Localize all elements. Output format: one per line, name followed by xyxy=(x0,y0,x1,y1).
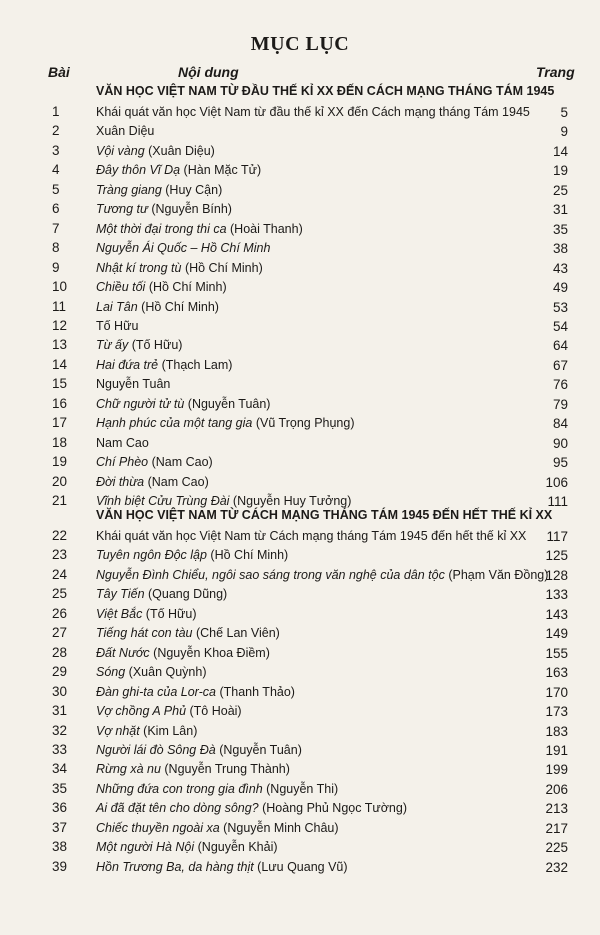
author-name: (Phạm Văn Đồng) xyxy=(444,567,549,582)
author-name: (Nam Cao) xyxy=(148,455,213,470)
work-title: Nguyễn Ái Quốc – Hồ Chí Minh xyxy=(96,241,271,256)
toc-row[interactable] xyxy=(0,201,600,220)
work-title: Chữ người tử tù xyxy=(96,396,185,411)
lesson-number: 12 xyxy=(52,317,68,333)
work-title: Người lái đò Sông Đà xyxy=(96,742,216,757)
toc-row[interactable] xyxy=(0,454,600,473)
page-number: 217 xyxy=(545,820,568,836)
toc-row[interactable] xyxy=(0,318,600,337)
author-name: Xuân Diệu xyxy=(96,124,155,139)
page-number: 149 xyxy=(545,626,568,642)
work-title: Lai Tân xyxy=(96,299,138,314)
toc-row[interactable] xyxy=(0,299,600,318)
lesson-number: 32 xyxy=(52,722,68,738)
toc-row[interactable] xyxy=(0,435,600,454)
lesson-title xyxy=(96,475,209,489)
author-name: (Hồ Chí Minh) xyxy=(137,299,219,314)
toc-row[interactable] xyxy=(0,376,600,395)
lesson-title xyxy=(96,860,348,874)
work-title: Tương tư xyxy=(96,202,148,217)
lesson-title xyxy=(96,529,526,543)
toc-row[interactable] xyxy=(0,396,600,415)
page-number: 53 xyxy=(552,299,568,315)
work-title: Tràng giang xyxy=(96,182,162,197)
page-number: 49 xyxy=(552,280,568,296)
lesson-number: 20 xyxy=(52,473,68,489)
work-title: Việt Bắc xyxy=(96,606,143,621)
lesson-number: 4 xyxy=(52,162,60,178)
toc-row[interactable] xyxy=(0,357,600,376)
work-title: Những đứa con trong gia đình xyxy=(96,781,263,796)
toc-row[interactable] xyxy=(0,684,600,703)
page-number: 213 xyxy=(545,801,568,817)
lesson-title xyxy=(96,801,407,815)
page-number: 76 xyxy=(552,377,568,393)
author-name: (Huy Cận) xyxy=(161,182,223,197)
lesson-title xyxy=(96,548,288,562)
toc-row[interactable] xyxy=(0,528,600,547)
toc-row[interactable] xyxy=(0,742,600,761)
page-number: 25 xyxy=(552,182,568,198)
author-name: (Hoài Thanh) xyxy=(226,221,303,236)
page-number: 38 xyxy=(552,241,568,257)
page-number: 143 xyxy=(545,606,568,622)
toc-row[interactable] xyxy=(0,182,600,201)
author-name: (Hoàng Phủ Ngọc Tường) xyxy=(258,801,407,816)
author-name: (Tố Hữu) xyxy=(128,338,183,353)
lesson-number: 35 xyxy=(52,780,68,796)
page-number: 31 xyxy=(552,202,568,218)
lesson-number: 5 xyxy=(52,181,60,197)
author-name: (Thạch Lam) xyxy=(158,357,233,372)
lesson-number: 16 xyxy=(52,395,68,411)
lesson-title xyxy=(96,704,242,718)
work-title: Nhật kí trong tù xyxy=(96,260,182,275)
lesson-title xyxy=(96,241,270,255)
toc-row[interactable] xyxy=(0,337,600,356)
toc-row[interactable] xyxy=(0,415,600,434)
lesson-number: 11 xyxy=(52,298,67,314)
lesson-number: 15 xyxy=(52,376,68,392)
lesson-number: 38 xyxy=(52,839,68,855)
toc-row[interactable] xyxy=(0,723,600,742)
page-number: 183 xyxy=(545,723,568,739)
work-title: Rừng xà nu xyxy=(96,762,161,777)
toc-row[interactable] xyxy=(0,781,600,800)
author-name: (Nguyễn Minh Châu) xyxy=(219,820,339,835)
author-name: (Nguyễn Trung Thành) xyxy=(160,762,290,777)
lesson-title xyxy=(96,626,280,640)
work-title: Nguyễn Đình Chiểu, ngôi sao sáng trong văn nghệ của dân tộc xyxy=(96,567,445,582)
lesson-title xyxy=(96,397,270,411)
page-number: 163 xyxy=(545,665,568,681)
lesson-title xyxy=(96,762,290,776)
toc-row[interactable] xyxy=(0,279,600,298)
author-name: (Hồ Chí Minh) xyxy=(145,280,227,295)
section-title: VĂN HỌC VIỆT NAM TỪ CÁCH MẠNG THÁNG TÁM 1945 ĐẾN HẾT THẾ KỈ XX xyxy=(96,508,553,522)
page-number: 5 xyxy=(560,105,568,120)
author-name: (Nguyễn Khoa Điềm) xyxy=(149,645,270,660)
lesson-title xyxy=(96,724,197,738)
lesson-number: 8 xyxy=(52,240,60,256)
lesson-number: 27 xyxy=(52,625,68,641)
work-title: Vội vàng xyxy=(96,143,145,158)
toc-row[interactable] xyxy=(0,162,600,181)
work-title: Sóng xyxy=(96,665,126,680)
page-number: 111 xyxy=(547,494,568,509)
lesson-number: 25 xyxy=(52,586,68,602)
toc-row[interactable] xyxy=(0,800,600,819)
lesson-title xyxy=(96,338,182,352)
lesson-title xyxy=(96,261,263,275)
author-name: Nam Cao xyxy=(96,435,149,450)
page-number: 9 xyxy=(560,124,568,140)
lesson-number: 34 xyxy=(52,761,68,777)
lesson-number: 10 xyxy=(52,279,68,295)
lesson-number: 37 xyxy=(52,819,68,835)
lesson-number: 36 xyxy=(52,800,68,816)
author-name: (Nguyễn Tuân) xyxy=(184,396,271,411)
lesson-title xyxy=(96,436,149,450)
toc-row[interactable] xyxy=(0,859,600,878)
page-number: 84 xyxy=(552,416,568,432)
page-number: 95 xyxy=(552,455,568,471)
lesson-title xyxy=(96,416,355,430)
lesson-title xyxy=(96,280,227,294)
toc-row[interactable] xyxy=(0,143,600,162)
page-number: 128 xyxy=(545,567,568,583)
toc-row[interactable] xyxy=(0,221,600,240)
work-title: Hai đứa trẻ xyxy=(96,357,159,372)
lesson-title xyxy=(96,124,154,138)
work-title: Chiều tối xyxy=(96,280,146,295)
toc-row[interactable] xyxy=(0,839,600,858)
lesson-number: 18 xyxy=(52,434,68,450)
author-name: (Xuân Quỳnh) xyxy=(125,665,207,680)
author-name: (Nguyễn Bính) xyxy=(147,202,232,217)
lesson-title xyxy=(96,568,548,582)
work-title: Tiếng hát con tàu xyxy=(96,626,193,641)
work-title: Chiếc thuyền ngoài xa xyxy=(96,820,220,835)
lesson-number: 9 xyxy=(52,259,60,275)
work-title: Tây Tiến xyxy=(96,587,145,602)
toc-row[interactable] xyxy=(0,547,600,566)
author-name: (Kim Lân) xyxy=(139,723,198,738)
lesson-title xyxy=(96,821,339,835)
author-name: Khái quát văn học Việt Nam từ đầu thế kỉ XX đến Cách mạng tháng Tám 1945 xyxy=(96,105,530,119)
page-title: MỤC LỤC xyxy=(250,33,350,55)
work-title: Tuyên ngôn Độc lập xyxy=(96,548,207,563)
lesson-title xyxy=(96,377,170,391)
lesson-title xyxy=(96,358,232,372)
work-title: Một người Hà Nội xyxy=(96,840,195,855)
author-name: (Hồ Chí Minh) xyxy=(181,260,263,275)
page-number: 67 xyxy=(552,357,568,373)
lesson-number: 6 xyxy=(52,201,60,217)
lesson-title xyxy=(96,222,303,236)
author-name: Khái quát văn học Việt Nam từ Cách mạng tháng Tám 1945 đến hết thế kỉ XX xyxy=(96,529,527,543)
author-name: (Chế Lan Viên) xyxy=(192,626,280,641)
author-name: (Tô Hoài) xyxy=(186,704,242,719)
work-title: Từ ấy xyxy=(96,338,129,353)
lesson-title xyxy=(96,607,197,621)
work-title: Vợ chồng A Phủ xyxy=(96,704,187,719)
lesson-title xyxy=(96,840,278,854)
page-number: 133 xyxy=(545,587,568,603)
author-name: (Nguyễn Khải) xyxy=(194,840,278,855)
work-title: Hạnh phúc của một tang gia xyxy=(96,416,253,431)
lesson-number: 14 xyxy=(52,356,68,372)
lesson-number: 2 xyxy=(52,123,60,139)
page-number: 14 xyxy=(552,143,568,159)
lesson-number: 31 xyxy=(52,703,68,719)
lesson-title xyxy=(96,202,232,216)
lesson-title xyxy=(96,587,227,601)
lesson-number: 28 xyxy=(52,644,68,660)
toc-row[interactable] xyxy=(0,664,600,683)
lesson-title xyxy=(96,183,222,197)
lesson-title xyxy=(96,319,138,333)
page-number: 43 xyxy=(552,260,568,276)
column-header-lesson: Bài xyxy=(48,64,70,80)
lesson-number: 30 xyxy=(52,683,68,699)
page-number: 125 xyxy=(545,548,568,564)
toc-row[interactable] xyxy=(0,123,600,142)
lesson-number: 21 xyxy=(52,493,68,508)
author-name: (Nguyễn Thi) xyxy=(262,781,339,796)
lesson-number: 19 xyxy=(52,454,68,470)
lesson-title xyxy=(96,494,351,508)
author-name: (Nguyễn Tuân) xyxy=(215,742,302,757)
lesson-title xyxy=(96,144,215,158)
section-title: VĂN HỌC VIỆT NAM TỪ ĐẦU THẾ KỈ XX ĐẾN CÁCH MẠNG THÁNG TÁM 1945 xyxy=(96,84,555,98)
toc-row[interactable] xyxy=(0,625,600,644)
work-title: Chí Phèo xyxy=(96,455,149,470)
lesson-title xyxy=(96,743,302,757)
work-title: Đàn ghi-ta của Lor-ca xyxy=(96,684,216,699)
toc-row[interactable] xyxy=(0,567,600,586)
page-number: 90 xyxy=(552,435,568,451)
lesson-number: 13 xyxy=(52,337,68,353)
work-title: Vợ nhặt xyxy=(96,723,140,738)
work-title: Đời thừa xyxy=(96,474,145,489)
page-number: 79 xyxy=(552,396,568,412)
author-name: (Lưu Quang Vũ) xyxy=(253,859,348,874)
lesson-number: 26 xyxy=(52,605,68,621)
author-name: (Vũ Trọng Phụng) xyxy=(252,416,355,431)
author-name: (Thanh Thảo) xyxy=(215,684,295,699)
author-name: (Quang Dũng) xyxy=(144,587,228,602)
page-number: 170 xyxy=(545,684,568,700)
page-number: 232 xyxy=(545,859,568,875)
lesson-number: 7 xyxy=(52,220,60,236)
toc-row[interactable] xyxy=(0,240,600,259)
work-title: Đây thôn Vĩ Dạ xyxy=(96,163,181,178)
page-number: 19 xyxy=(552,163,568,179)
lesson-title xyxy=(96,665,207,679)
lesson-title xyxy=(96,105,530,119)
page-number: 35 xyxy=(552,221,568,237)
toc-row[interactable] xyxy=(0,820,600,839)
lesson-title xyxy=(96,782,338,796)
author-name: Nguyễn Tuân xyxy=(96,377,171,392)
page-number: 54 xyxy=(552,318,568,334)
toc-row[interactable] xyxy=(0,645,600,664)
author-name: (Nguyễn Huy Tưởng) xyxy=(229,494,352,508)
toc-row[interactable] xyxy=(0,761,600,780)
page-number: 117 xyxy=(546,529,568,544)
lesson-number: 39 xyxy=(52,858,68,874)
author-name: (Xuân Diệu) xyxy=(144,143,215,158)
toc-row[interactable] xyxy=(0,606,600,625)
toc-row[interactable] xyxy=(0,474,600,493)
lesson-title xyxy=(96,455,213,469)
author-name: (Hàn Mặc Tử) xyxy=(180,163,262,178)
page-number: 64 xyxy=(552,338,568,354)
toc-row[interactable] xyxy=(0,703,600,722)
lesson-title xyxy=(96,163,261,177)
lesson-number: 24 xyxy=(52,566,68,582)
author-name: (Tố Hữu) xyxy=(142,606,197,621)
page-number: 206 xyxy=(545,781,568,797)
toc-row[interactable] xyxy=(0,104,600,123)
lesson-number: 17 xyxy=(52,415,68,431)
work-title: Hồn Trương Ba, da hàng thịt xyxy=(96,859,254,874)
page-number: 191 xyxy=(545,742,568,758)
lesson-number: 23 xyxy=(52,547,68,563)
page-number: 173 xyxy=(545,704,568,720)
lesson-title xyxy=(96,300,219,314)
lesson-number: 3 xyxy=(52,142,60,158)
lesson-number: 22 xyxy=(52,528,68,543)
lesson-title xyxy=(96,646,270,660)
lesson-number: 33 xyxy=(52,741,68,757)
lesson-title xyxy=(96,685,295,699)
lesson-number: 1 xyxy=(52,104,60,119)
page-number: 199 xyxy=(545,762,568,778)
page-number: 155 xyxy=(545,645,568,661)
lesson-number: 29 xyxy=(52,664,68,680)
work-title: Một thời đại trong thi ca xyxy=(96,221,227,236)
author-name: Tố Hữu xyxy=(96,318,139,333)
work-title: Vĩnh biệt Cửu Trùng Đài xyxy=(96,494,230,508)
column-header-content: Nội dung xyxy=(178,64,239,80)
toc-row[interactable] xyxy=(0,260,600,279)
author-name: (Nam Cao) xyxy=(144,474,209,489)
author-name: (Hồ Chí Minh) xyxy=(206,548,289,563)
work-title: Ai đã đặt tên cho dòng sông? xyxy=(96,801,259,816)
page-number: 106 xyxy=(545,474,568,490)
work-title: Đất Nước xyxy=(96,645,150,660)
column-header-page: Trang xyxy=(536,64,575,80)
toc-row[interactable] xyxy=(0,586,600,605)
page-number: 225 xyxy=(545,840,568,856)
